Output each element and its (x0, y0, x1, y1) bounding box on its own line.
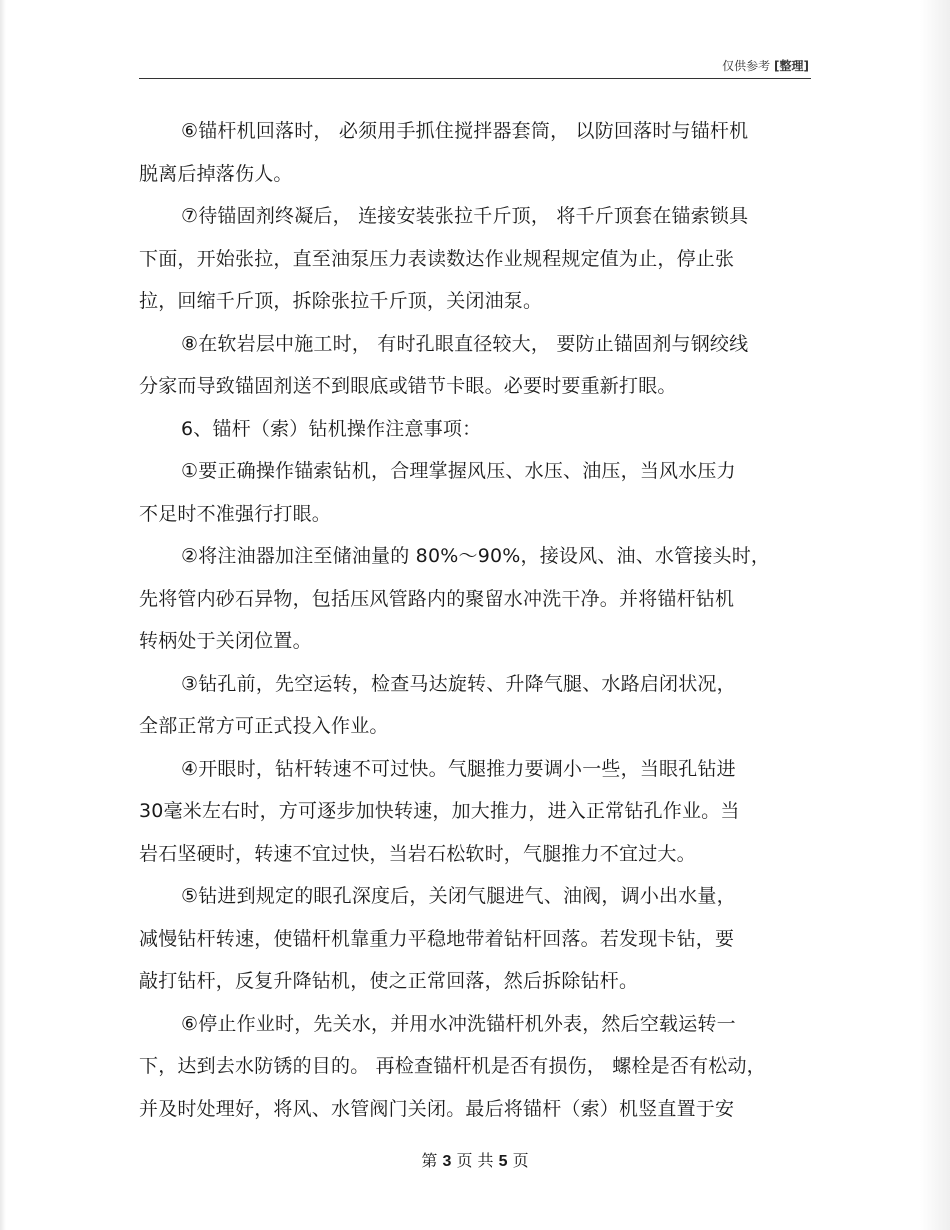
text-line: 30毫米左右时，方可逐步加快转速，加大推力，进入正常钻孔作业。当 (139, 800, 740, 822)
page-edge-shadow-left (0, 0, 6, 1230)
header-tag: [整理] (774, 59, 809, 73)
footer-suffix: 页 (512, 1151, 529, 1170)
text-line: ⑦待锚固剂终凝后， 连接安装张拉千斤顶， 将千斤顶套在锚索锁具 (181, 205, 749, 227)
footer-prefix: 第 (421, 1151, 438, 1170)
text-line: 岩石坚硬时，转速不宜过快，当岩石松软时，气腿推力不宜过大。 (139, 842, 696, 865)
text-line: 先将管内砂石异物，包括压风管路内的聚留水冲洗干净。并将锚杆钻机 (139, 587, 735, 610)
page-header (139, 56, 811, 79)
text-line: ⑤钻进到规定的眼孔深度后，关闭气腿进气、油阀，调小出水量， (181, 885, 736, 907)
text-line: ⑥停止作业时，先关水，并用水冲洗锚杆机外表，然后空载运转一 (181, 1012, 736, 1035)
page-footer (0, 1148, 950, 1171)
footer-middle: 页 共 (456, 1151, 494, 1170)
text-line: 敲打钻杆，反复升降钻机，使之正常回落，然后拆除钻杆。 (139, 970, 639, 992)
text-line: ⑧在软岩层中施工时， 有时孔眼直径较大， 要防止锚固剂与钢绞线 (181, 332, 749, 355)
text-line: ⑥锚杆机回落时， 必须用手抓住搅拌器套筒， 以防回落时与锚杆机 (181, 120, 749, 142)
text-line: 分家而导致锚固剂送不到眼底或错节卡眼。必要时要重新打眼。 (139, 375, 677, 397)
header-label: 仅供参考 (722, 59, 771, 73)
text-line: 并及时处理好，将风、水管阀门关闭。最后将锚杆（索）机竖直置于安 (139, 1097, 735, 1120)
body-text (139, 110, 819, 1130)
current-page-number: 3 (442, 1153, 452, 1170)
header-text (722, 57, 809, 74)
text-line: 脱离后掉落伤人。 (139, 162, 293, 185)
text-line: 减慢钻杆转速，使锚杆机靠重力平稳地带着钻杆回落。若发现卡钻，要 (139, 927, 735, 950)
text-line: ①要正确操作锚索钻机，合理掌握风压、水压、油压，当风水压力 (181, 460, 736, 482)
text-line: 下，达到去水防锈的目的。 再检查锚杆机是否有损伤， 螺栓是否有松动， (139, 1055, 766, 1077)
text-line: ②将注油器加注至储油量的 80%～90%，接设风、油、水管接头时， (181, 545, 771, 567)
section-heading: 6、锚杆（索）钻机操作注意事项： (181, 417, 482, 440)
total-page-number: 5 (498, 1153, 508, 1170)
text-line: 转柄处于关闭位置。 (139, 630, 312, 652)
text-line: 下面，开始张拉，直至油泵压力表读数达作业规程规定值为止，停止张 (139, 247, 735, 270)
text-line: ④开眼时，钻杆转速不可过快。气腿推力要调小一些，当眼孔钻进 (181, 757, 736, 780)
text-line: 全部正常方可正式投入作业。 (139, 715, 389, 737)
text-line: ③钻孔前，先空运转，检查马达旋转、升降气腿、水路启闭状况， (181, 672, 736, 695)
text-line: 拉，回缩千斤顶，拆除张拉千斤顶，关闭油泵。 (139, 290, 543, 312)
text-line: 不足时不准强行打眼。 (139, 502, 332, 525)
page-edge-shadow-right (920, 0, 950, 1230)
